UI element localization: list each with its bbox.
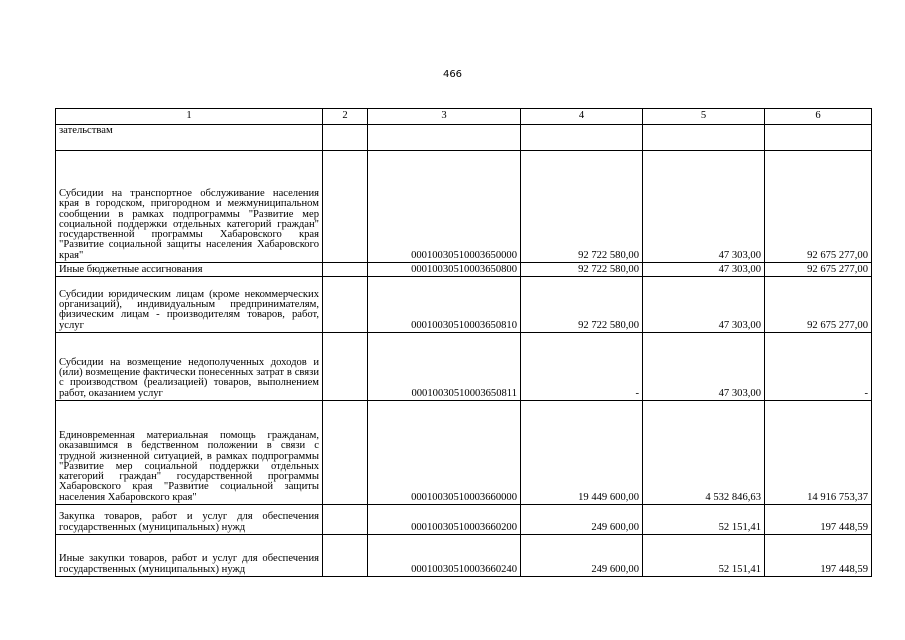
table-row xyxy=(56,151,872,263)
row-code-cell: 00010030510003660200 xyxy=(368,505,521,535)
row-col5-cell: 47 303,00 xyxy=(643,333,765,401)
row-col4-cell: - xyxy=(521,333,643,401)
row-code-cell: 00010030510003650811 xyxy=(368,333,521,401)
row-col5-cell: 52 151,41 xyxy=(643,505,765,535)
row-col4-cell xyxy=(521,125,643,151)
header-cell: 3 xyxy=(368,109,521,125)
table-row xyxy=(56,277,872,333)
row-col6-cell: 92 675 277,00 xyxy=(765,277,872,333)
row-name-cell: Единовременная материальная помощь гражданам, оказавшимся в бедственном положении в связи с трудной жизненной ситуацией, в рамках подпрограммы "Развитие мер социальной поддержки отдельных категорий граждан" государственной программы Хабаровского края "Развитие социальной защиты населения Хабаровского края" xyxy=(56,401,323,505)
header-cell: 4 xyxy=(521,109,643,125)
row-code-cell: 00010030510003650800 xyxy=(368,263,521,277)
row-col2-cell xyxy=(323,125,368,151)
row-col4-cell: 92 722 580,00 xyxy=(521,263,643,277)
budget-table xyxy=(55,108,872,577)
row-name-cell: Иные закупки товаров, работ и услуг для обеспечения государственных (муниципальных) нужд xyxy=(56,535,323,577)
row-code-cell: 00010030510003650810 xyxy=(368,277,521,333)
row-code-cell: 00010030510003660000 xyxy=(368,401,521,505)
header-cell: 5 xyxy=(643,109,765,125)
row-col5-cell: 4 532 846,63 xyxy=(643,401,765,505)
row-col6-cell: - xyxy=(765,333,872,401)
row-col6-cell: 197 448,59 xyxy=(765,505,872,535)
row-col6-cell: 14 916 753,37 xyxy=(765,401,872,505)
row-col5-cell: 47 303,00 xyxy=(643,151,765,263)
row-col5-cell: 47 303,00 xyxy=(643,263,765,277)
table-header-row xyxy=(56,109,872,125)
row-col2-cell xyxy=(323,277,368,333)
table-row xyxy=(56,263,872,277)
row-name-cell: Закупка товаров, работ и услуг для обеспечения государственных (муниципальных) нужд xyxy=(56,505,323,535)
row-col2-cell xyxy=(323,505,368,535)
row-col5-cell: 52 151,41 xyxy=(643,535,765,577)
row-col4-cell: 92 722 580,00 xyxy=(521,277,643,333)
row-col5-cell: 47 303,00 xyxy=(643,277,765,333)
row-col6-cell: 92 675 277,00 xyxy=(765,151,872,263)
row-col2-cell xyxy=(323,401,368,505)
row-col5-cell xyxy=(643,125,765,151)
row-code-cell xyxy=(368,125,521,151)
row-name-cell: Субсидии юридическим лицам (кроме некоммерческих организаций), индивидуальным предпринимателям, физическим лицам - производителям товаров, работ, услуг xyxy=(56,277,323,333)
row-col6-cell: 92 675 277,00 xyxy=(765,263,872,277)
row-col4-cell: 249 600,00 xyxy=(521,505,643,535)
table-row xyxy=(56,333,872,401)
row-name-cell: зательствам xyxy=(56,125,323,151)
row-col4-cell: 19 449 600,00 xyxy=(521,401,643,505)
header-cell: 2 xyxy=(323,109,368,125)
row-name-cell: Субсидии на транспортное обслуживание населения края в городском, пригородном и межмуниципальном сообщении в рамках подпрограммы "Развитие мер социальной поддержки отдельных категорий граждан" государственной программы Хабаровского края "Развитие социальной защиты населения Хабаровского края" xyxy=(56,151,323,263)
table-row xyxy=(56,401,872,505)
row-col6-cell xyxy=(765,125,872,151)
row-col2-cell xyxy=(323,263,368,277)
table-row xyxy=(56,505,872,535)
row-code-cell: 00010030510003650000 xyxy=(368,151,521,263)
table-row xyxy=(56,125,872,151)
row-col2-cell xyxy=(323,333,368,401)
row-name-cell: Субсидии на возмещение недополученных доходов и (или) возмещение фактически понесенных затрат в связи с производством (реализацией) товаров, выполнением работ, оказанием услуг xyxy=(56,333,323,401)
header-cell: 6 xyxy=(765,109,872,125)
row-col4-cell: 249 600,00 xyxy=(521,535,643,577)
row-col6-cell: 197 448,59 xyxy=(765,535,872,577)
row-col4-cell: 92 722 580,00 xyxy=(521,151,643,263)
row-name-cell: Иные бюджетные ассигнования xyxy=(56,263,323,277)
row-code-cell: 00010030510003660240 xyxy=(368,535,521,577)
page-number: 466 xyxy=(442,69,463,80)
table-row xyxy=(56,535,872,577)
header-cell: 1 xyxy=(56,109,323,125)
row-col2-cell xyxy=(323,535,368,577)
row-col2-cell xyxy=(323,151,368,263)
